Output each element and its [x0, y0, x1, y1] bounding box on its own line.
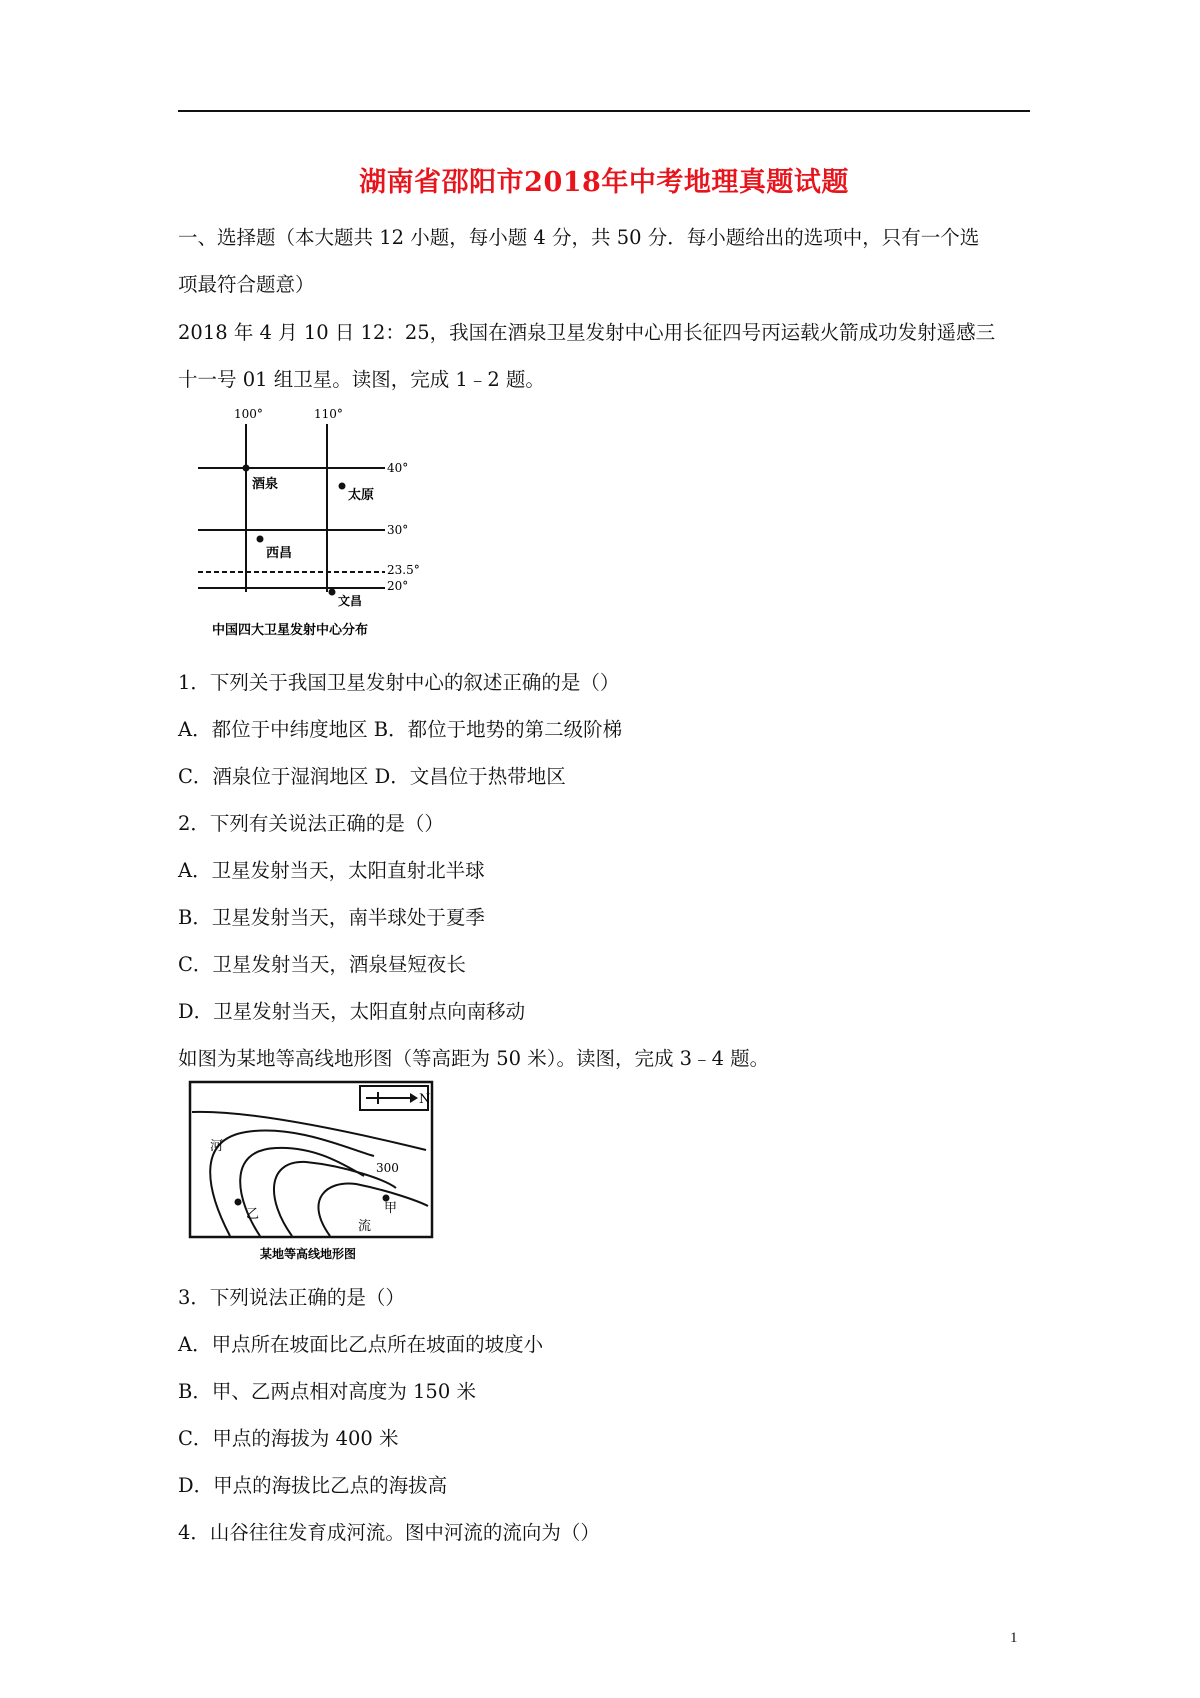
section-heading-line-2: 项最符合题意）: [178, 273, 315, 296]
jiuquan-dot: [243, 465, 250, 472]
point-yi-label: 乙: [246, 1207, 260, 1222]
q3-option-d: D．甲点的海拔比乙点的海拔高: [178, 1474, 448, 1497]
launch-centers-map: [190, 402, 450, 638]
taiyuan-dot: [339, 483, 346, 490]
compass-n: N: [419, 1092, 431, 1107]
lat-label-30: 30°: [387, 523, 409, 537]
contour-label-300: 300: [376, 1161, 399, 1175]
map2-caption: 某地等高线地形图: [260, 1247, 357, 1261]
north-arrowhead-icon: [410, 1093, 418, 1103]
lat-label-20: 20°: [387, 579, 409, 593]
xichang-label: 西昌: [266, 546, 293, 561]
contour-map: [186, 1080, 436, 1262]
q2-option-a: A．卫星发射当天，太阳直射北半球: [178, 859, 485, 882]
xichang-dot: [257, 536, 264, 543]
q4-stem: 4．山谷往往发育成河流。图中河流的流向为（）: [178, 1521, 600, 1544]
jiuquan-label: 酒泉: [252, 477, 279, 492]
intro1-line-1: 2018 年 4 月 10 日 12：25，我国在酒泉卫星发射中心用长征四号丙运载火箭成功发射遥感三: [178, 321, 996, 344]
point-jia-label: 甲: [384, 1201, 398, 1216]
q2-option-c: C．卫星发射当天，酒泉昼短夜长: [178, 953, 466, 976]
wenchang-dot: [329, 589, 336, 596]
q2-option-d: D．卫星发射当天，太阳直射点向南移动: [178, 1000, 526, 1023]
q3-option-a: A．甲点所在坡面比乙点所在坡面的坡度小: [178, 1333, 544, 1356]
intro1-line-2: 十一号 01 组卫星。读图，完成 1﹣2 题。: [178, 368, 545, 391]
river-label-he: 河: [210, 1139, 224, 1154]
q2-option-b: B．卫星发射当天，南半球处于夏季: [178, 906, 485, 929]
lat-label-23-5: 23.5°: [387, 563, 420, 577]
q1-option-ab: A．都位于中纬度地区 B．都位于地势的第二级阶梯: [178, 718, 623, 741]
taiyuan-label: 太原: [348, 488, 375, 503]
lon-label-110: 110°: [314, 407, 343, 421]
map1-caption: 中国四大卫星发射中心分布: [212, 623, 369, 638]
wenchang-label: 文昌: [338, 594, 363, 608]
q3-option-b: B．甲、乙两点相对高度为 150 米: [178, 1380, 476, 1403]
q3-option-c: C．甲点的海拔为 400 米: [178, 1427, 399, 1450]
page-title: 湖南省邵阳市2018年中考地理真题试题: [359, 167, 849, 198]
header-rule: [178, 110, 1030, 112]
point-yi-dot: [235, 1199, 242, 1206]
section-heading-line-1: 一、选择题（本大题共 12 小题，每小题 4 分，共 50 分．每小题给出的选项中，只有一个选: [178, 226, 980, 249]
q1-stem: 1．下列关于我国卫星发射中心的叙述正确的是（）: [178, 671, 620, 694]
intro2: 如图为某地等高线地形图（等高距为 50 米）。读图，完成 3﹣4 题。: [178, 1047, 770, 1070]
lat-label-40: 40°: [387, 461, 409, 475]
contour-line-5: [318, 1183, 428, 1236]
q1-option-cd: C．酒泉位于湿润地区 D．文昌位于热带地区: [178, 765, 566, 788]
river-label-liu: 流: [358, 1219, 372, 1234]
q3-stem: 3．下列说法正确的是（）: [178, 1286, 405, 1309]
page-number: 1: [1010, 1630, 1018, 1646]
contour-line-1: [192, 1112, 426, 1150]
lon-label-100: 100°: [234, 407, 263, 421]
q2-stem: 2．下列有关说法正确的是（）: [178, 812, 444, 835]
